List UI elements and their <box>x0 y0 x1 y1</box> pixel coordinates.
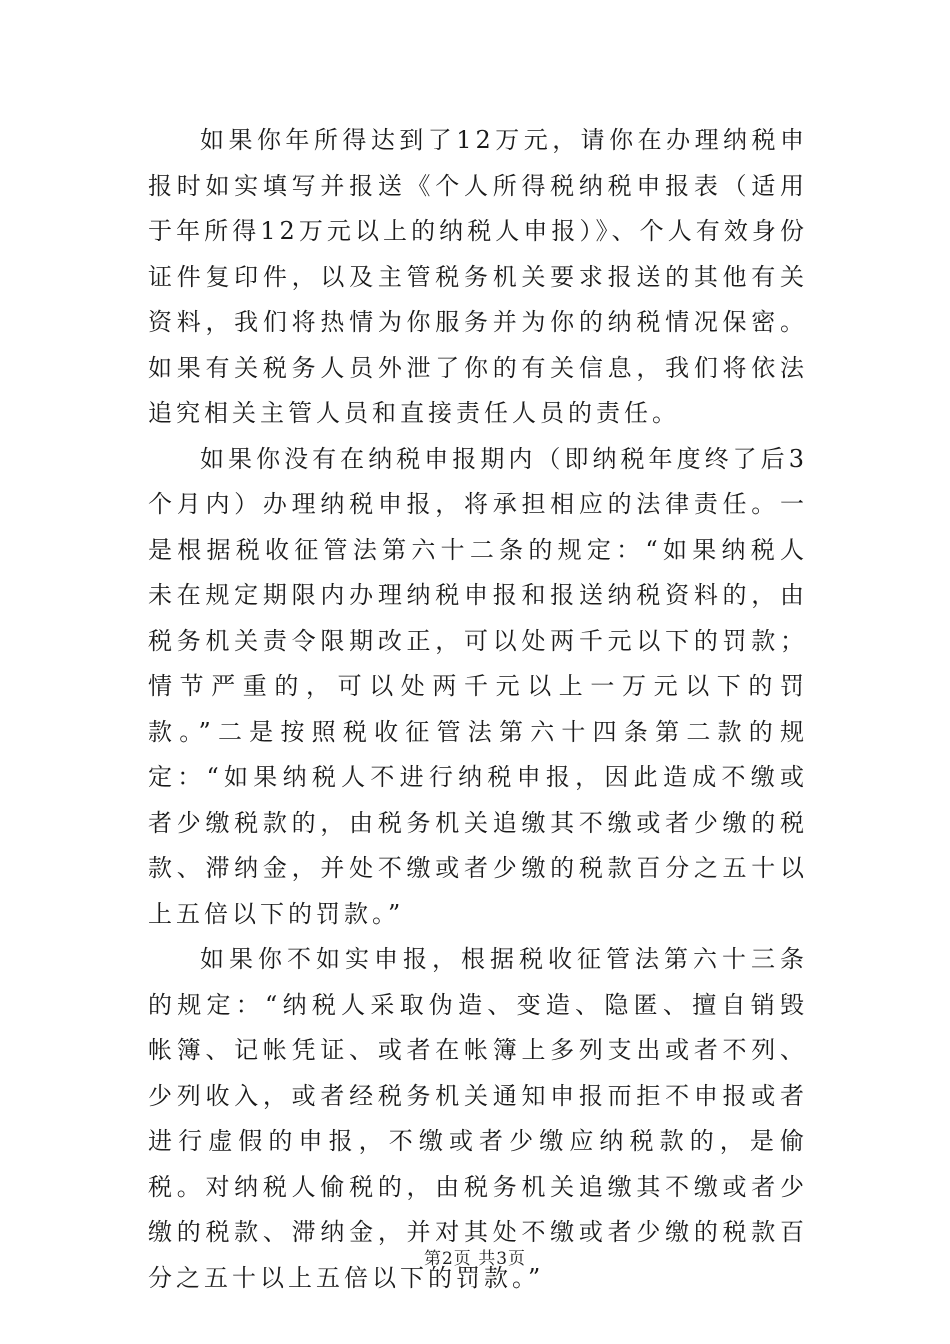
paragraph-false-filing: 如果你不如实申报，根据税收征管法第六十三条的规定：“纳税人采取伪造、变造、隐匿、擅自销毁帐簿、记帐凭证、或者在帐簿上多列支出或者不列、少列收入，或者经税务机关通知申报而拒不申报或者进行虚假的申报，不缴或者少缴应纳税款的，是偷税。对纳税人偷税的，由税务机关追缴其不缴或者少缴的税款、滞纳金，并对其处不缴或者少缴的税款百分之五十以上五倍以下的罚款。” <box>148 945 808 1292</box>
document-body <box>148 118 808 1301</box>
page-footer: 第2页 共3页 <box>423 1249 527 1269</box>
paragraph-annual-income: 如果你年所得达到了12万元，请你在办理纳税申报时如实填写并报送《个人所得税纳税申报表（适用于年所得12万元以上的纳税人申报）》、个人有效身份证件复印件，以及主管税务机关要求报送的其他有关资料，我们将热情为你服务并为你的纳税情况保密。如果有关税务人员外泄了你的有关信息，我们将依法追究相关主管人员和直接责任人员的责任。 <box>148 126 808 427</box>
paragraph-late-filing: 如果你没有在纳税申报期内（即纳税年度终了后3个月内）办理纳税申报，将承担相应的法律责任。一是根据税收征管法第六十二条的规定：“如果纳税人未在规定期限内办理纳税申报和报送纳税资料的，由税务机关责令限期改正，可以处两千元以下的罚款；情节严重的，可以处两千元以上一万元以下的罚款。”二是按照税收征管法第六十四条第二款的规定：“如果纳税人不进行纳税申报，因此造成不缴或者少缴税款的，由税务机关追缴其不缴或者少缴的税款、滞纳金，并处不缴或者少缴的税款百分之五十以上五倍以下的罚款。” <box>148 444 808 928</box>
